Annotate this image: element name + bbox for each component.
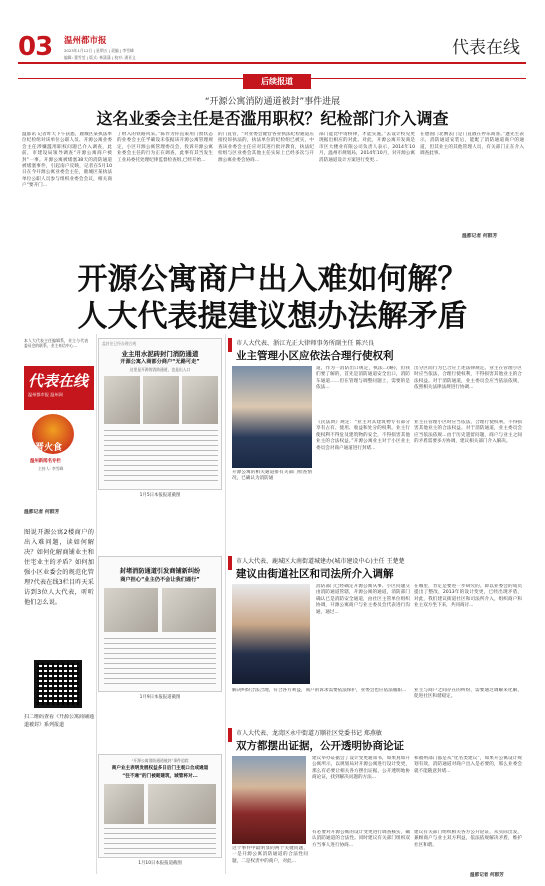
sidebar-badge-host: 主持人: 李雪峰: [38, 466, 64, 471]
clip2-text-lines: [104, 638, 216, 688]
story1-col3: 的门直管，“对业委会键营各业执法纪检通道压接投诉执法的，执法单位的纪检组已被实，中查该业委会主任应对其进行批评教育，执法纪检组与区业委会其他主任实际上已经多次与开源公寓业委会协商...: [218, 132, 314, 163]
header-rule: [18, 62, 526, 64]
section-title: 代表在线: [452, 38, 520, 58]
clip3-text-lines: [104, 828, 216, 854]
rep1-col-b: 出分区而行为已合应上述法律规定。业主在管理小区时应当依法，合理行使权利，不得损害其他业主的合法权益。对于消防通道，业主委员会应当依法依规，依照相关法律法规进行协调...: [414, 366, 522, 391]
clip-divider: [225, 334, 226, 874]
rep3-accent: [228, 728, 232, 742]
rep1-accent: [228, 338, 232, 352]
clip3-caption: 1月10日本报报道截图: [138, 861, 182, 866]
clip3-photo-a: [104, 784, 144, 824]
story1-kicker: “开源公寓消防通道被封”事件进展: [204, 97, 341, 107]
clip3-photo-b: [148, 784, 216, 824]
clip1-sub: 这里是开源的消防通道，也是出入口: [129, 367, 191, 372]
rep3-photo-caption: 这个事件中最明显的两个关键问题，一是开源公寓消防通道的合法性问题，二是权责中的商户，对此...: [232, 846, 308, 864]
rep1-title: 业主管理小区应依法合理行使权利: [236, 350, 394, 362]
clip3-title2: 商户业主表明发展权益多日后门主观口合成通道: [111, 766, 209, 771]
report-banner-label: 后续报道: [243, 74, 311, 89]
story1-col4: 部门能比中请桥律，才能实施。”去设计校见更现据出相应的对此。对此，开源公寓开发商是市区大楼业有限公司负责人表示，2014年10月，温州市规划局，2014年10月，对开源公寓消防通道设计方案进行变更...: [319, 132, 415, 163]
rep3-col-b: 有必要对开源公寓的设计变更进行调查核实，确认消防通道的合法性。同时建议有关部门组织双方当事人进行协商...: [312, 830, 410, 848]
story1-byline: 温都记者 何群芳: [462, 234, 498, 239]
rep1-photo: [232, 366, 312, 468]
rep2-col-c: 解决纠纷合法合理，符合各方利益，商户的诉求需要依法保护，业委会也应依法履职...: [232, 688, 407, 693]
clip1-photo-b: [143, 376, 179, 424]
sidebar-badge-sub: 温州新闻名专栏: [30, 459, 61, 464]
story1-col2: 了财入的铁路风采。”陈作为你直策用门窗状态的业委会主任孚确设未依据该开源公寓管理规定，小区开源公寓管理委员会，投诉开源公寓业委会主任的行为正在调查，此事有其当发生工业局委托处理纪律监督检查组,已经开始...: [117, 132, 213, 163]
rep2-title: 建议由街道社区和司法所介入调解: [236, 568, 394, 580]
rep2-col-a: 消防部门已经确定开源公寓从事、小区问题交由消防通道管辖，开源公寓的通道，消防部门确认已是消防安全通道，由社区主管单位组织协调，开源公寓商户与业主委员会代表进行沟通，通过...: [316, 584, 410, 615]
rep3-col-c: 和福州部门都是从“化名类建议”，如果开公寓设计规划有效，消防通道对商户出入是必要的，那么业委会就不能随意封堵...: [414, 756, 522, 774]
story1-headline: 这名业委会主任是否滥用职权？纪检部门介入调查: [96, 109, 449, 128]
sidebar-logo-sub: 温州都市报 温州网: [28, 392, 63, 397]
sidebar-badge-name: 晋火食: [35, 443, 63, 453]
clip3-title3: “往不通”的门被砌建筑，城管将对...: [122, 774, 198, 779]
clip1-caption: 1月5日本报报道截图: [139, 493, 181, 498]
clip3-title1: “开源公寓消防通道被封”事件追踪: [131, 758, 189, 763]
rep3-role: 市人大代表、龙湾区永中街道万顺社区党委书记 郑燕敏: [236, 730, 382, 737]
clip1-title1: 业主用水泥砖封门消防通道: [121, 350, 199, 358]
header-meta-1: 2023年1月12日 | 星期五 | 责编 | 李雪峰: [64, 48, 134, 53]
sidebar-divider: [96, 334, 97, 874]
clip1-photo-a: [104, 376, 140, 424]
page-number: 03: [18, 32, 53, 62]
rep2-col-b: 在哪里，肯定是要进一步研究的。即以业委会的成员提出了整改，2013年的设计变更，已经出现矛盾，对此，我们建议街道社区和司法所介入，组织商户和业主双方坐下来，共同商讨...: [414, 584, 522, 609]
qr-caption: 扫二维码查看《开源公寓商铺通道被封》系列报道: [24, 714, 95, 728]
story1-col5: 在德国门北侧去门是门直散在停乐商客。”逢先生表示，消防通道安装后，能配了消防通道商户的通道，但其业主的其他管理人员，有关部门正在介入调查此事。: [420, 132, 524, 157]
rep3-col-a: 建议举办证据会了设计变更通知书，如果真如开公寓所示，以规划局对开源公寓进行设计变更，那么有必要让相关各方摆出证据，公开透明地协商论证，找到解决问题的方法...: [312, 756, 410, 781]
rep2-role: 市人大代表、鹿城区大南街道城建办(城市建设中心)主任 王楚楚: [236, 558, 405, 565]
sidebar-promo: 图说开源公寓2楼商户的出入难问题，读如何解决？如何化解商铺业主和住宅业主的矛盾？如何加强小区业委会的规范化管理?代表在线3栏目昨天采访到3位人大代表，听听他们怎么说。: [24, 529, 94, 606]
rep3-col-d: 建议有关部门组织相关各方公开论证，从实际出发，兼顾商户与业主双方利益，依法依规解决矛盾，维护社区和谐。: [414, 830, 522, 848]
rep3-title: 双方都摆出证据，公开透明协商论证: [236, 740, 404, 752]
qr-code[interactable]: [34, 660, 82, 708]
main-headline-line1: 开源公寓商户出入难如何解？: [77, 262, 468, 297]
rep3-byline: 温都记者 何群芳: [470, 873, 504, 878]
rep1-role: 市人大代表、浙江光正大律师事务所副主任 陈兴良: [236, 340, 375, 347]
sidebar-logo-title: 代表在线: [28, 372, 89, 390]
clip1-photo-c: [182, 376, 218, 424]
rep2-col-d: 业主与商户之间存在的纠纷，需要通过调解来化解，促进社区和谐稳定。: [414, 688, 522, 700]
clip2-photo-a: [104, 588, 158, 632]
header-meta-2: 编辑: 董雪莹 | 版式: 林潇潇 | 校对: 潘亚义: [64, 55, 136, 60]
rep2-accent: [228, 556, 232, 570]
clip1-text-lines: [104, 430, 218, 484]
rep1-photo-caption: 开源公寓的相关通道排有关部门检查情况，已确认为消防通: [232, 470, 312, 482]
rep3-photo: [232, 756, 306, 844]
rep2-photo: [232, 584, 310, 684]
clip1-top: 盖封住已经办理合规: [102, 341, 137, 346]
sidebar-byline: 温都记者 何群芳: [24, 510, 60, 515]
paper-name: 温州都市报: [64, 36, 107, 46]
clip2-title2: 商户担心“业主仍不会让我们通行”: [120, 577, 200, 583]
sidebar-note: 本人大代表主任编辑系，业主与代表委员会的联系，业主来信中心...: [24, 338, 88, 348]
clip2-title1: 封堵消防通道引发商铺新纠纷: [119, 568, 201, 575]
rep1-col-c: 《民法典》规定：“业主对其建筑物专有部分享有占有、使用、收益和处分的权利。业主行使权利不得危及建筑物的安全，不得损害其他业主的合法权益。”开源公寓业主对于小区业主委员会对商户通道进行封堵...: [316, 420, 410, 451]
rep1-col-a: 道，作为一消防出口规定，执法...(略)，但我们要了解的，首先是消防通道安全出口，消防车通道……但在管理与调整问题上，需要的是依法...: [316, 366, 410, 391]
clip2-photo-b: [162, 588, 216, 632]
clip1-title2: 开源公寓入商部分商户“无路可走”: [120, 359, 200, 365]
clip2-caption: 1月9日本报报道截图: [139, 695, 181, 700]
story1-col1: 温都讯 记者昨天下午获悉，鹿城区某执法单位纪检组对该单位公职人员、开源公寓业委会主任涉嫌滥用职权问题已介入调查，此前，市建设局领导调查“开源公寓商户被封”一事。开源公寓被堵塞38天的消防通道被堵塞事件，引起南户反映，记者在5月10日在今开源公寓业委会主任，鹿城区某执法单位公职人员参与组织业委会会议，相关商户“要开门...: [22, 132, 112, 189]
rep1-col-d: 业主在管理小区时应当依法，合理行使权利，不得损害其他业主的合法权益。对于消防通道，业主委员会应当依法依规...由于历史遗留问题，商户与业主之间的矛盾需要多方协调，建议相关部门介入解决。: [414, 420, 522, 445]
main-headline-line2: 人大代表提建议想办法解矛盾: [77, 299, 468, 334]
